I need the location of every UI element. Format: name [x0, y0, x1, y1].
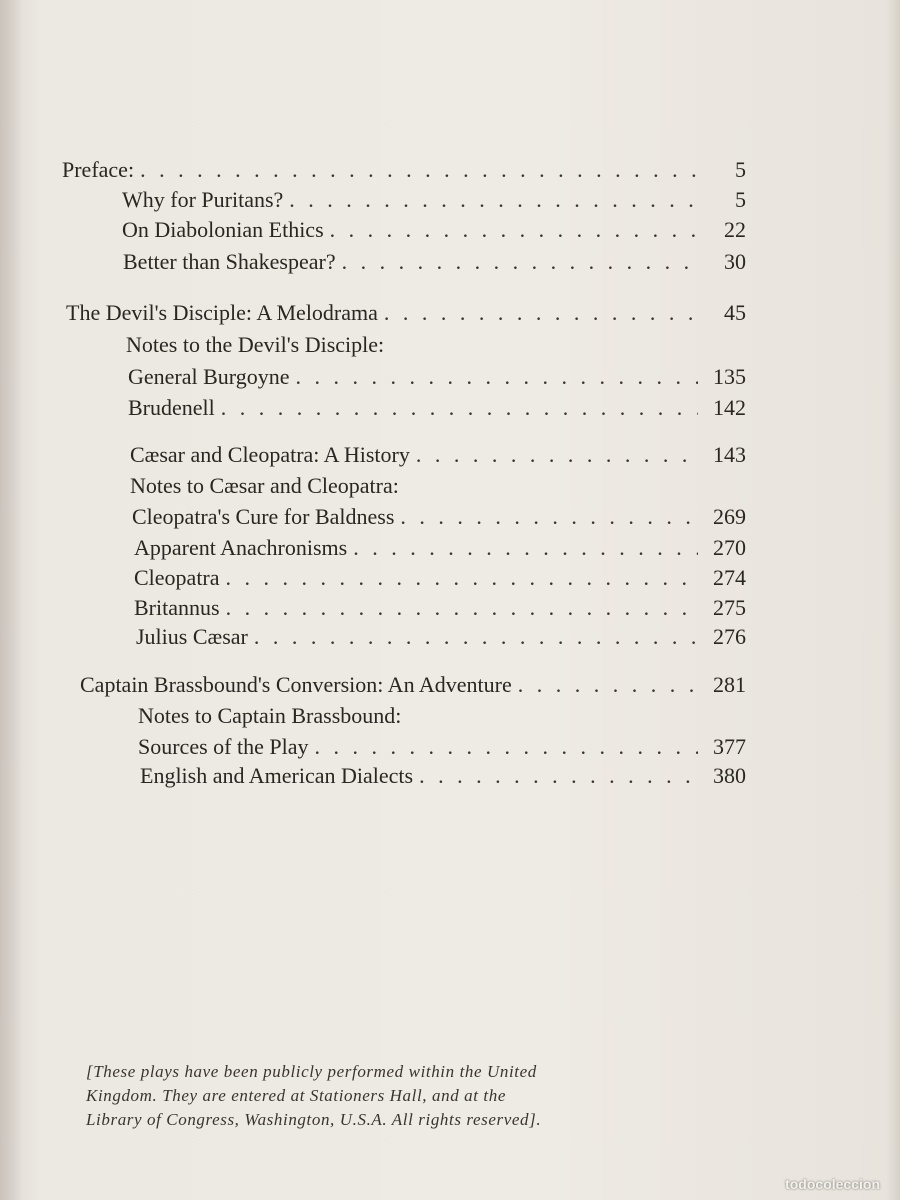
rights-notice [86, 1060, 766, 1132]
toc-entry-title: Preface: [62, 157, 135, 182]
toc-entry [62, 155, 746, 185]
dot-leader [400, 502, 698, 532]
toc-subheading [130, 471, 746, 501]
toc-entry [138, 732, 746, 762]
toc-entry [66, 298, 746, 328]
toc-subheading-title: Notes to the Devil's Disciple: [126, 332, 385, 357]
dot-leader [518, 670, 698, 700]
dot-leader [330, 215, 698, 245]
toc-entry [132, 502, 746, 532]
toc-entry [130, 440, 746, 470]
toc-entry-title: On Diabolonian Ethics [122, 217, 324, 242]
toc-entry [134, 533, 746, 563]
dot-leader [289, 185, 698, 215]
toc-entry-page: 22 [724, 217, 746, 242]
toc-entry-title: Cæsar and Cleopatra: A History [130, 442, 410, 467]
dot-leader [384, 298, 698, 328]
toc-subheading [138, 701, 746, 731]
toc-entry-title: Why for Puritans? [122, 187, 284, 212]
toc-entry-page: 275 [713, 595, 746, 620]
toc-entry-page: 274 [713, 565, 746, 590]
rights-notice-line: [These plays have been publicly performed within the United [86, 1062, 537, 1081]
toc-subheading-title: Notes to Cæsar and Cleopatra: [130, 473, 399, 498]
dot-leader [221, 393, 698, 423]
toc-entry [134, 593, 746, 623]
toc-entry-title: Brudenell [128, 395, 215, 420]
toc-entry-page: 276 [713, 624, 746, 649]
toc-subheading [126, 330, 746, 360]
dot-leader [296, 362, 699, 392]
toc-entry-page: 269 [713, 504, 746, 529]
toc-entry [128, 393, 746, 423]
rights-notice-line: Library of Congress, Washington, U.S.A. All rights reserved]. [86, 1110, 542, 1129]
toc-entry-title: The Devil's Disciple: A Melodrama [66, 300, 378, 325]
toc-entry [134, 563, 746, 593]
dot-leader [226, 563, 698, 593]
dot-leader [140, 155, 698, 185]
rights-notice-line: Kingdom. They are entered at Stationers Hall, and at the [86, 1086, 506, 1105]
toc-entry-title: Julius Cæsar [136, 624, 248, 649]
toc-entry-page: 281 [713, 672, 746, 697]
toc-entry-page: 135 [713, 364, 746, 389]
toc-entry-page: 45 [724, 300, 746, 325]
toc-entry [136, 622, 746, 652]
dot-leader [353, 533, 698, 563]
page-gutter-shadow [0, 0, 22, 1200]
toc-entry-page: 5 [735, 187, 746, 212]
toc-entry-page: 30 [724, 249, 746, 274]
toc-entry-title: Better than Shakespear? [123, 249, 336, 274]
toc-entry-page: 5 [735, 157, 746, 182]
toc-entry [123, 247, 746, 277]
toc-subheading-title: Notes to Captain Brassbound: [138, 703, 402, 728]
toc-entry-title: General Burgoyne [128, 364, 290, 389]
toc-entry [122, 215, 746, 245]
dot-leader [254, 622, 698, 652]
watermark: todocoleccion [785, 1176, 880, 1192]
toc-entry-page: 270 [713, 535, 746, 560]
toc-entry-title: Apparent Anachronisms [134, 535, 348, 560]
page-edge [886, 0, 900, 1200]
toc-entry [128, 362, 746, 392]
toc-entry-title: Cleopatra's Cure for Baldness [132, 504, 395, 529]
toc-entry [140, 761, 746, 791]
toc-entry-page: 142 [713, 395, 746, 420]
toc-entry-title: Cleopatra [134, 565, 220, 590]
dot-leader [419, 761, 698, 791]
toc-entry-title: Britannus [134, 595, 220, 620]
toc-entry [122, 185, 746, 215]
toc-entry-title: English and American Dialects [140, 763, 414, 788]
toc-entry-page: 380 [713, 763, 746, 788]
dot-leader [342, 247, 698, 277]
toc-entry-title: Sources of the Play [138, 734, 309, 759]
toc-entry-title: Captain Brassbound's Conversion: An Adventure [80, 672, 512, 697]
toc-entry-page: 143 [713, 442, 746, 467]
dot-leader [416, 440, 698, 470]
toc-entry-page: 377 [713, 734, 746, 759]
toc-entry [80, 670, 746, 700]
dot-leader [226, 593, 698, 623]
dot-leader [314, 732, 698, 762]
